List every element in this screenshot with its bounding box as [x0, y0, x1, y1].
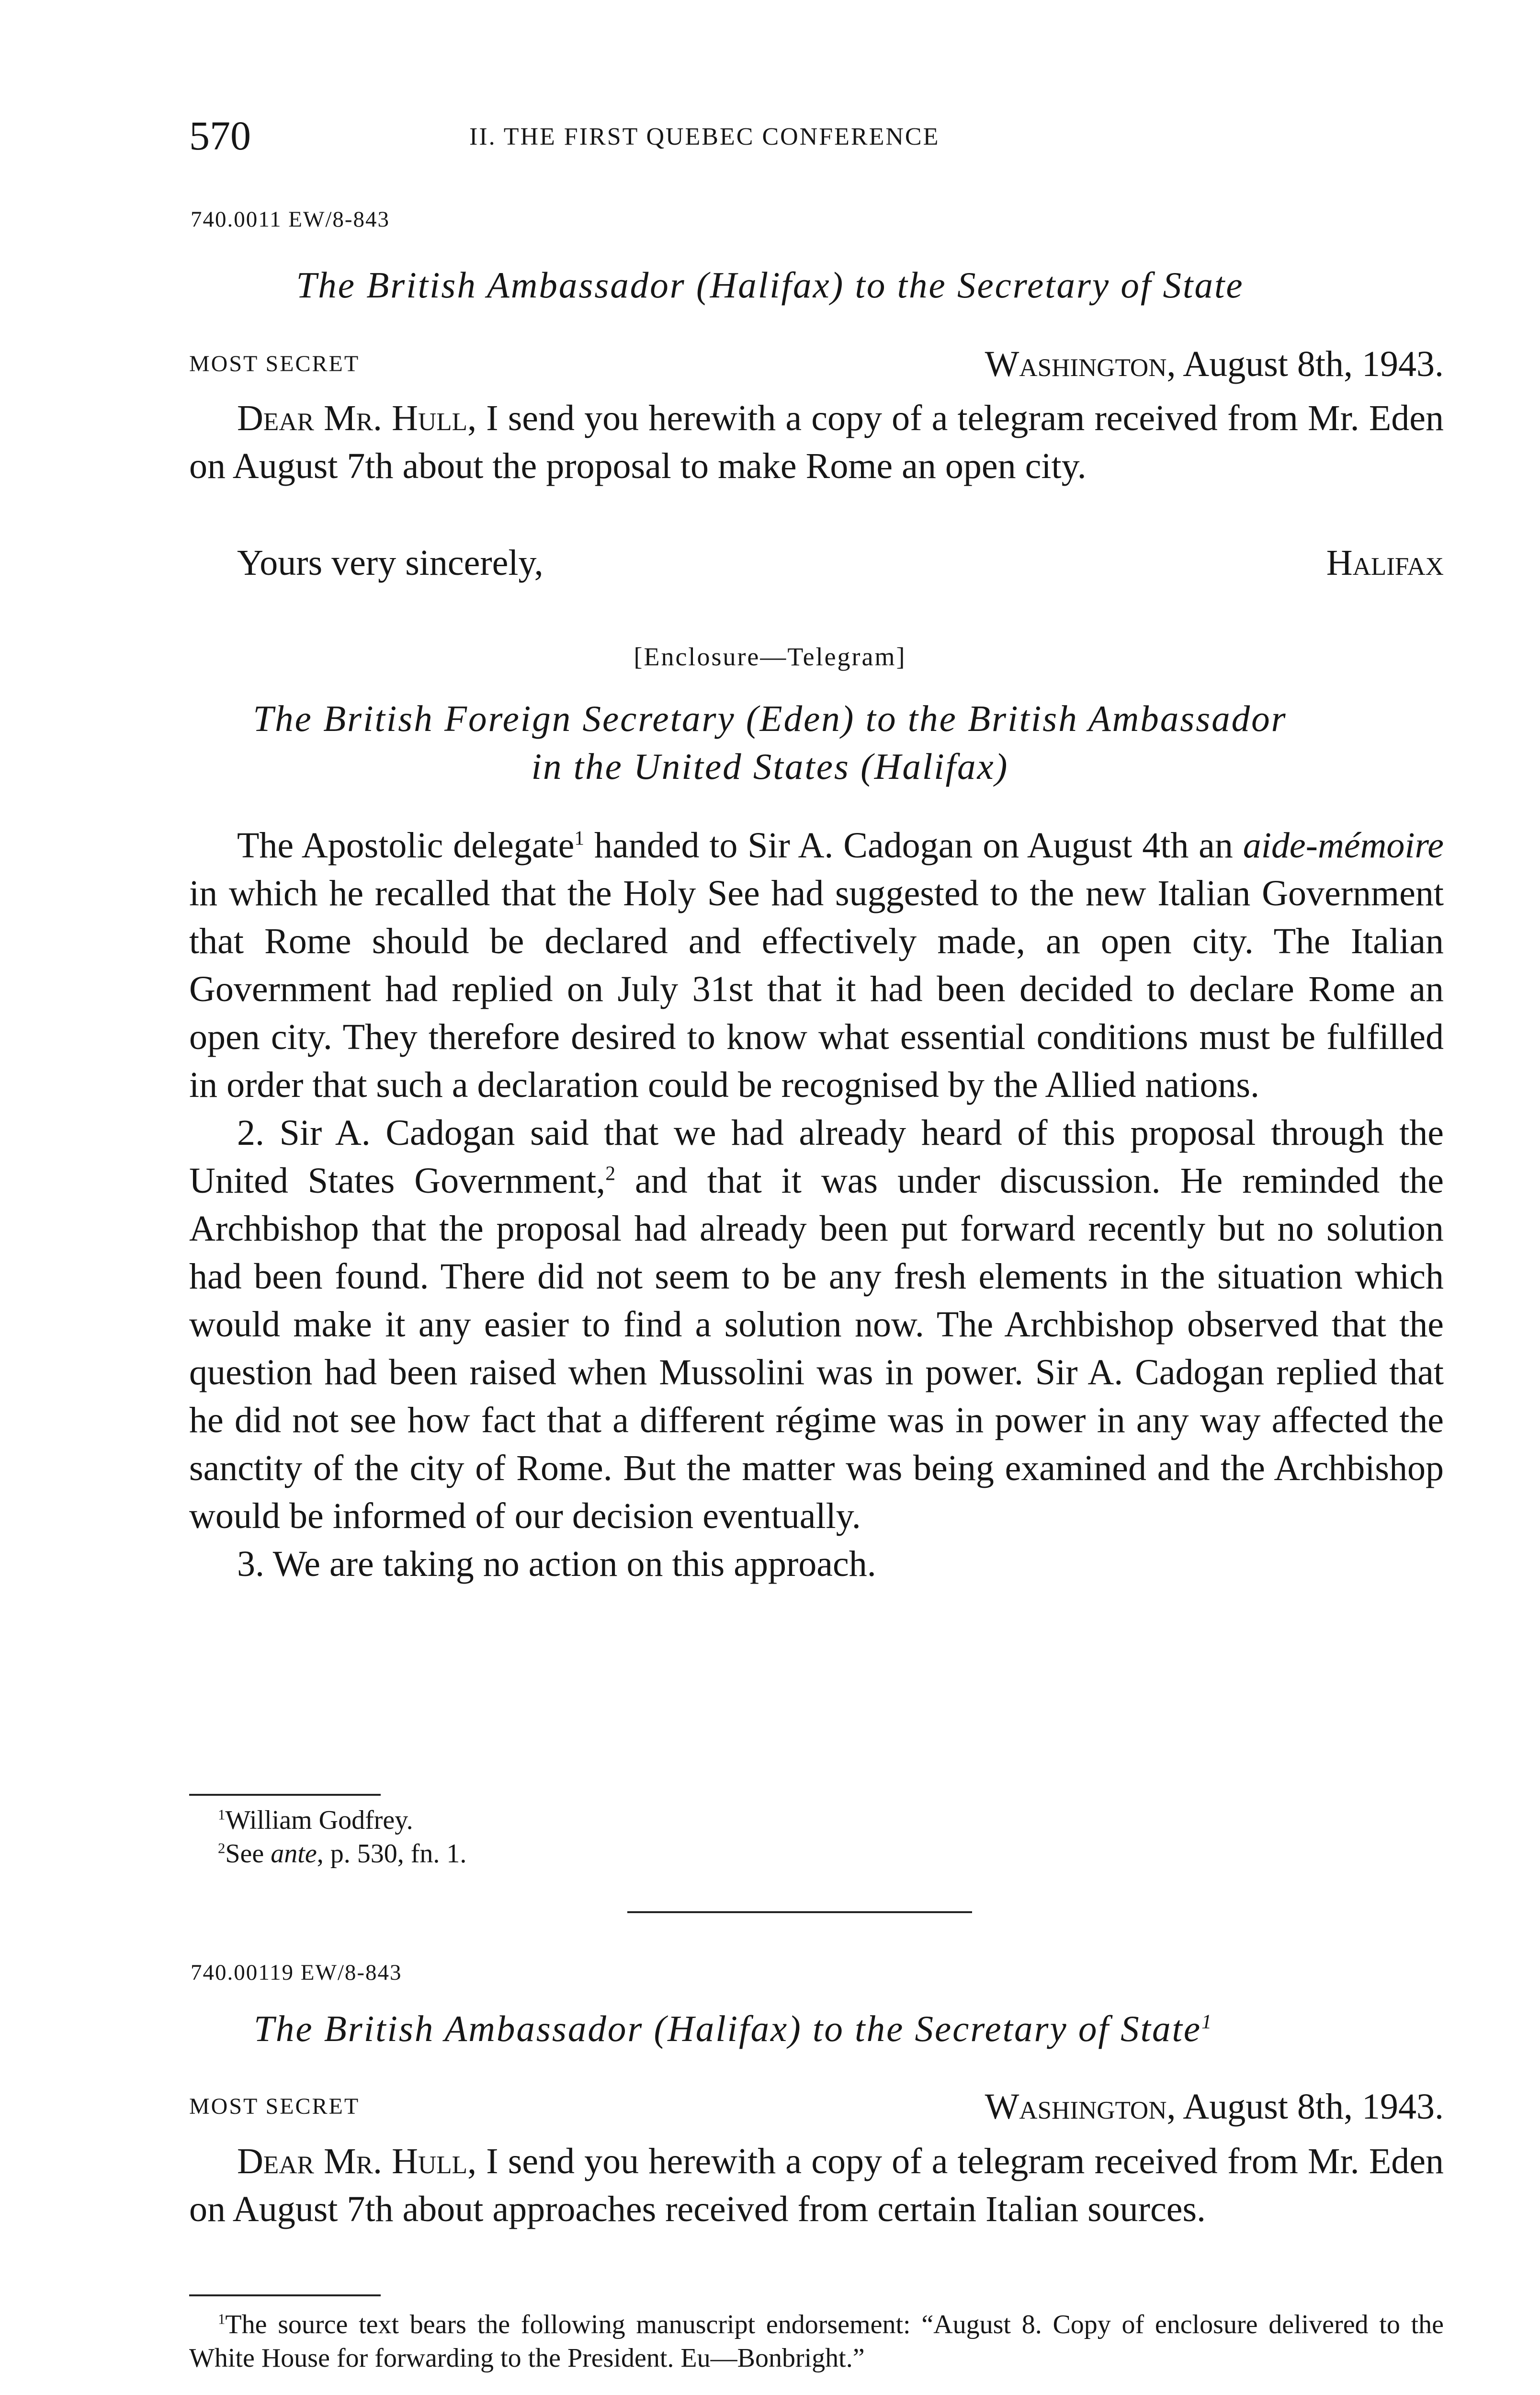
- footnote-text: William Godfrey.: [225, 1805, 413, 1835]
- footnotes: [189, 1803, 1444, 1870]
- letter-body: [189, 394, 1444, 490]
- paragraph-text: 2. Sir A. Cadogan said that we had already heard of this proposal through the United States Government,: [189, 1113, 1444, 1201]
- section-separator: [627, 1911, 972, 1913]
- letter-text: , I send you herewith a copy of a telegram received from Mr. Eden on August 7th about approaches received from certain Italian sources.: [189, 2141, 1444, 2229]
- letter-text: , I send you herewith a copy of a telegram received from Mr. Eden on August 7th about the proposal to make Rome an open city.: [189, 398, 1444, 486]
- place: Washington: [985, 344, 1167, 384]
- signoff: [189, 539, 1444, 587]
- file-number: 740.00119 EW/8-843: [191, 1960, 402, 1985]
- place-date: [985, 2088, 1444, 2125]
- letter-body: [189, 2137, 1444, 2233]
- paragraph-text: 3. We are taking no action on this approach.: [237, 1544, 876, 1584]
- enclosure-title-line-1: The British Foreign Secretary (Eden) to the British Ambassador: [253, 698, 1287, 739]
- footnote-ref: 1: [574, 827, 585, 850]
- title-text: The British Ambassador (Halifax) to the Secretary of State: [254, 2008, 1202, 2049]
- footnote-mark: 2: [218, 1840, 226, 1857]
- place-date: [985, 346, 1444, 382]
- footnote-rule: [189, 1794, 381, 1796]
- footnote-text: , p. 530, fn. 1.: [317, 1839, 467, 1869]
- footnote-text: See: [225, 1839, 271, 1869]
- telegram-body: [189, 821, 1444, 1588]
- paragraph-text: The Apostolic delegate: [237, 825, 575, 866]
- letter-paragraph: [189, 2137, 1444, 2233]
- footnote-1: [189, 2308, 1444, 2375]
- telegram-paragraph-1: [189, 821, 1444, 1109]
- footnote-ref: 1: [1201, 2010, 1213, 2033]
- footnote-1: [189, 1803, 1444, 1837]
- footnote-ref: 2: [605, 1163, 616, 1185]
- footnote-rule: [189, 2294, 381, 2296]
- paragraph-text: in which he recalled that the Holy See had suggested to the new Italian Government that Rome should be declared and effectively made, an open city. The Italian Government had replied on July 31st that it had been decided to declare Rome an open city. They therefore desired to know what essential conditions must be fulfilled in order that such a declaration could be recognised by the Allied nations.: [189, 873, 1444, 1105]
- italic-term: aide-mémoire: [1243, 825, 1444, 866]
- telegram-paragraph-2: [189, 1109, 1444, 1540]
- salutation: Dear Mr. Hull: [237, 398, 468, 438]
- file-number: 740.0011 EW/8-843: [191, 207, 390, 232]
- signature: Halifax: [1326, 543, 1444, 583]
- dateline: [189, 2088, 1444, 2136]
- classification: MOST SECRET: [189, 2094, 360, 2119]
- document-title: The British Ambassador (Halifax) to the Secretary of State: [296, 264, 1244, 306]
- date: , August 8th, 1943.: [1166, 344, 1444, 384]
- classification: MOST SECRET: [189, 351, 360, 376]
- italic-term: ante: [271, 1839, 317, 1869]
- footnote-2: [189, 1837, 1444, 1870]
- closing: Yours very sincerely,: [237, 543, 544, 583]
- footnote-mark: 1: [218, 1806, 226, 1823]
- footnotes: [189, 2308, 1444, 2375]
- document-title: [254, 2005, 1461, 2053]
- paragraph-text: handed to Sir A. Cadogan on August 4th an: [584, 825, 1243, 866]
- paragraph-text: and that it was under discussion. He reminded the Archbishop that the proposal had already been put forward recently but no solution had been found. There did not seem to be any fresh elements in the situation which would make it any easier to find a solution now. The Archbishop observed that the question had been raised when Mussolini was in power. Sir A. Cadogan replied that he did not see how fact that a different régime was in power in any way affected the sanctity of the city of Rome. But the matter was being examined and the Archbishop would be informed of our decision eventually.: [189, 1161, 1444, 1536]
- dateline: [189, 346, 1444, 394]
- salutation: Dear Mr. Hull: [237, 2141, 468, 2181]
- enclosure-title-line-2: in the United States (Halifax): [531, 746, 1009, 787]
- footnote-mark: 1: [218, 2311, 226, 2327]
- place: Washington: [985, 2087, 1167, 2127]
- enclosure-label: [Enclosure—Telegram]: [634, 642, 906, 671]
- telegram-paragraph-3: [189, 1540, 1444, 1588]
- date: , August 8th, 1943.: [1166, 2087, 1444, 2127]
- page-number: 570: [189, 113, 251, 159]
- running-head: II. THE FIRST QUEBEC CONFERENCE: [469, 123, 940, 150]
- letter-paragraph: [189, 394, 1444, 490]
- footnote-text: The source text bears the following manuscript endorsement: “August 8. Copy of enclosure delivered to the White House for forwarding to the President. Eu—Bonbright.”: [189, 2310, 1444, 2373]
